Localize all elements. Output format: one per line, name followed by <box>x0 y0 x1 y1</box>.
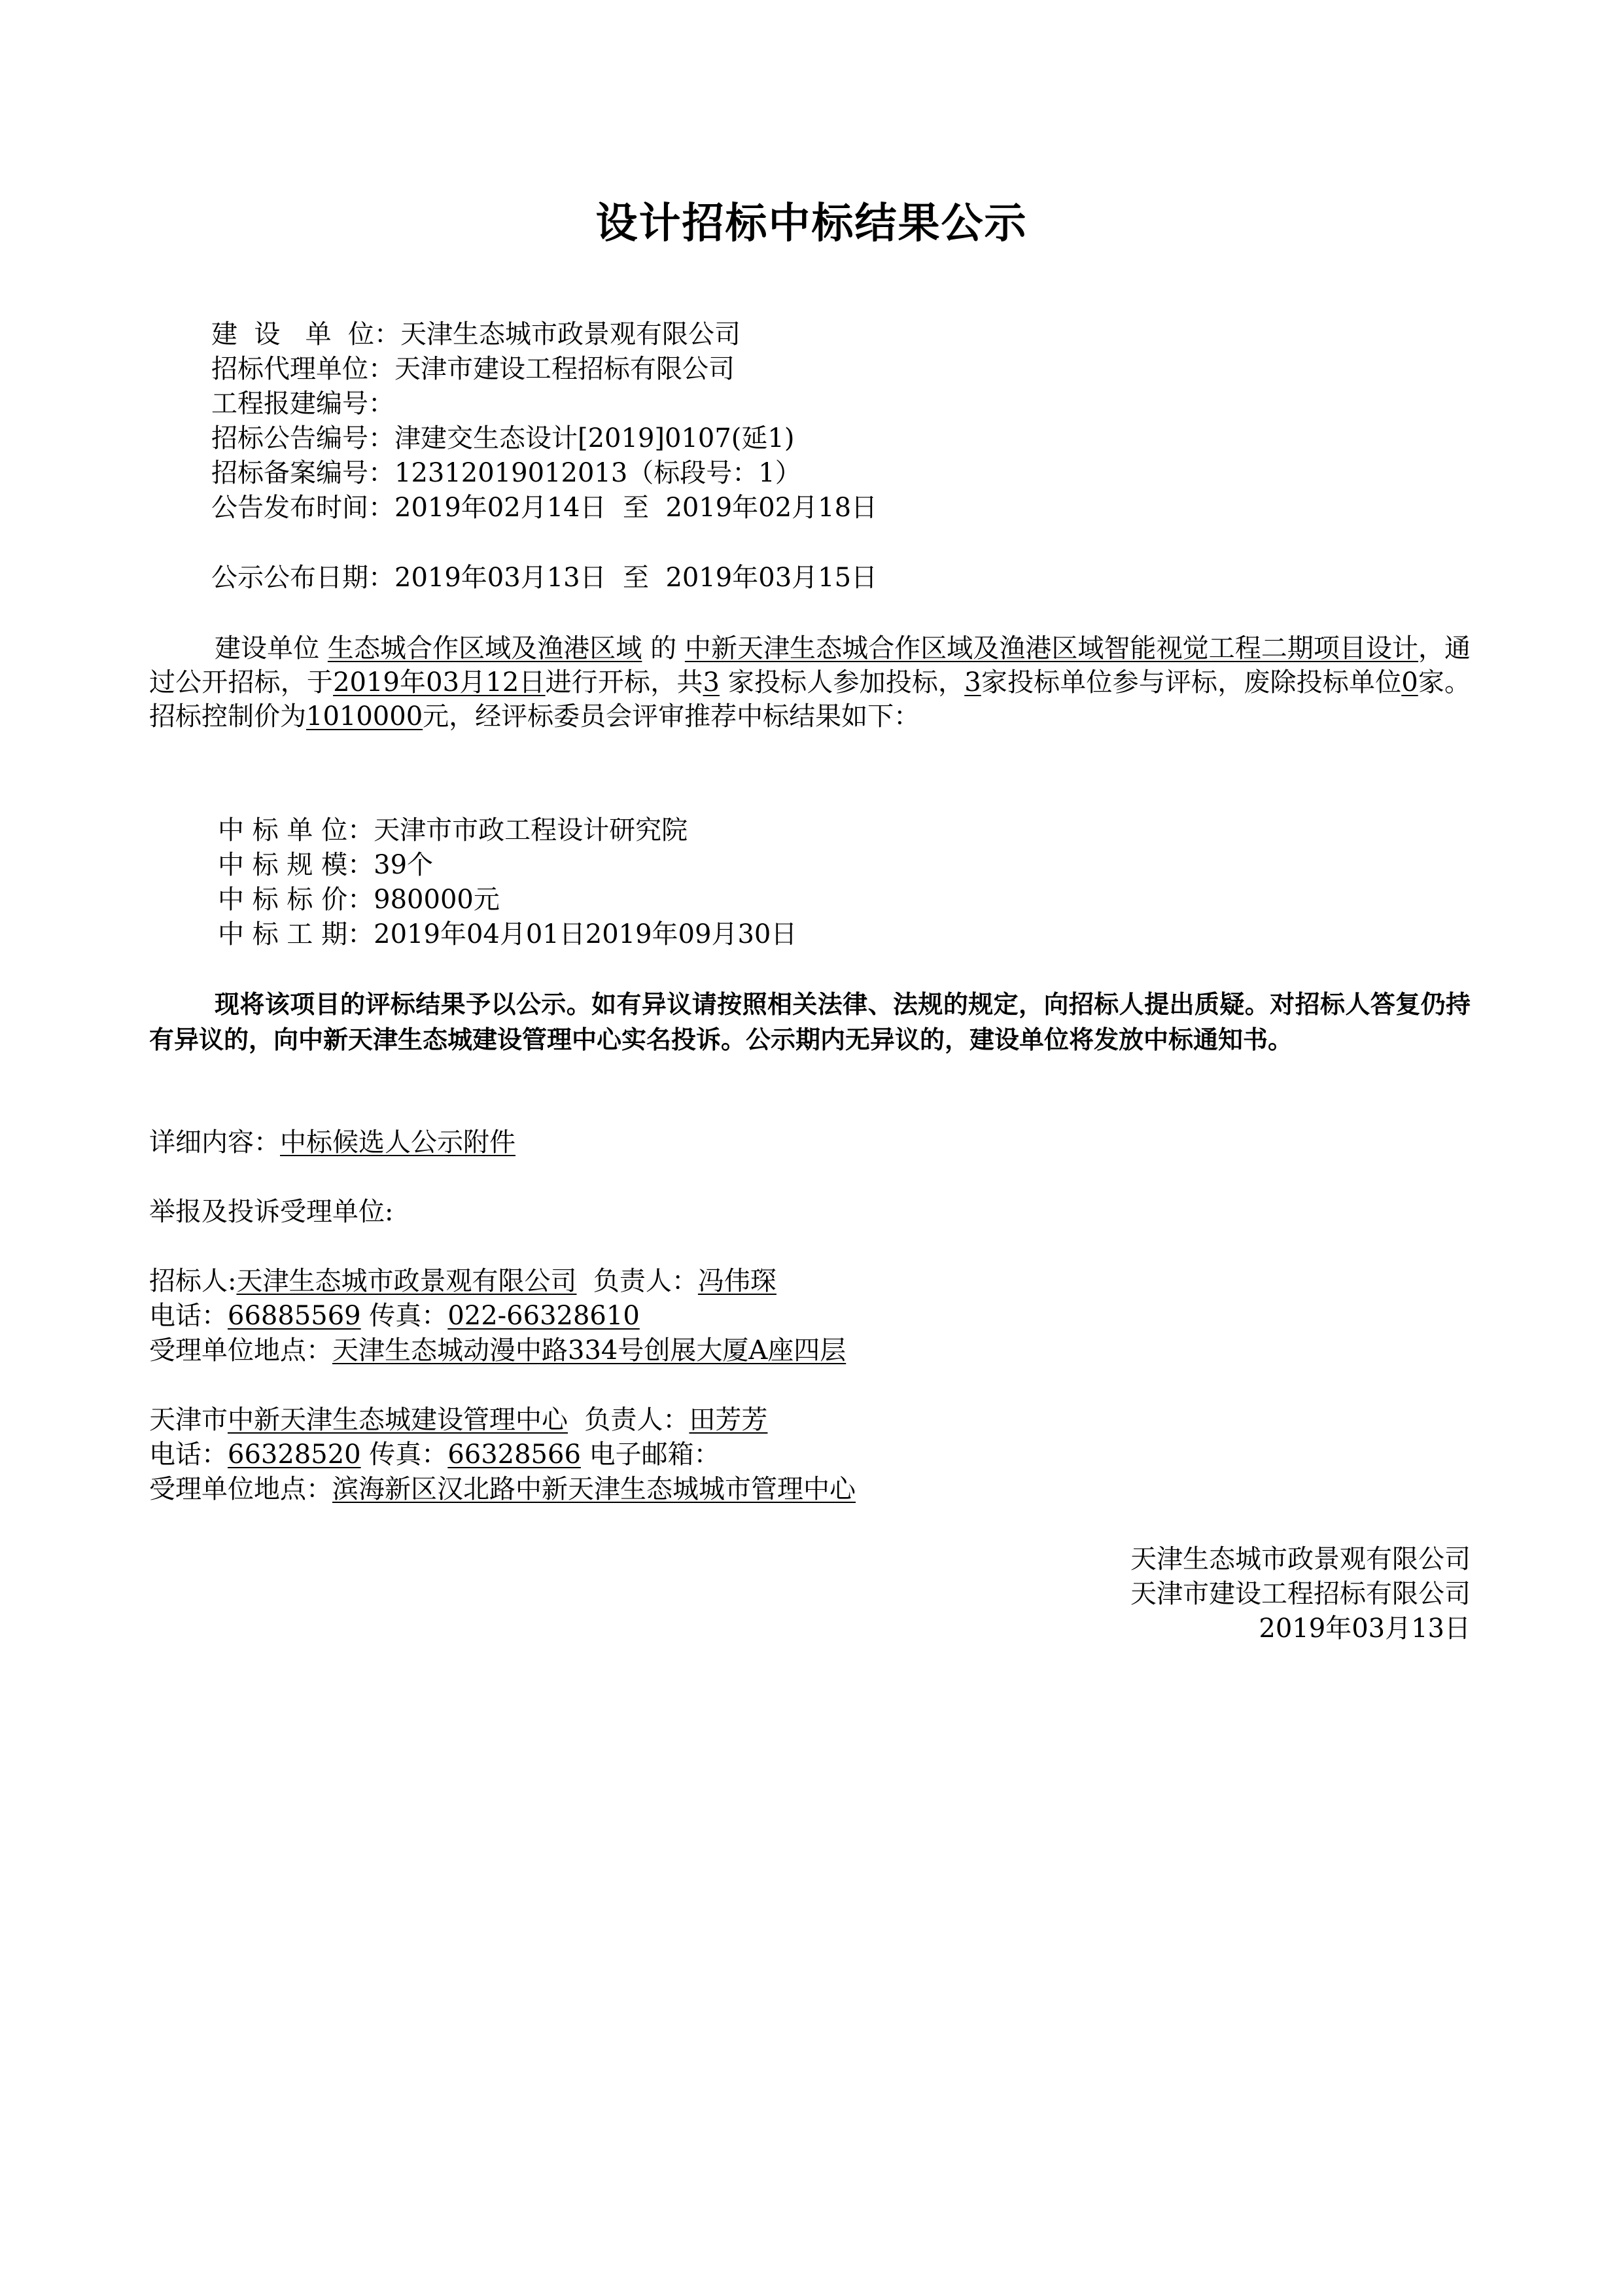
tenderer-address-label: 受理单位地点： <box>149 1335 332 1366</box>
tenderer-fax: 022-66328610 <box>447 1301 640 1331</box>
record-no-value: 12312019012013（标段号：1） <box>394 458 801 488</box>
winner-scale-value: 39个 <box>374 850 434 880</box>
publish-time-value: 2019年02月14日 至 2019年02月18日 <box>394 493 878 523</box>
detail-row <box>149 1125 515 1159</box>
announce-no-label: 招标公告编号： <box>211 423 394 453</box>
complaint-title: 举报及投诉受理单位: <box>149 1197 394 1227</box>
project-name: 中新天津生态城合作区域及渔港区域智能视觉工程二期项目设计 <box>684 633 1418 663</box>
construction-unit-value: 天津生态城市政景观有限公司 <box>400 319 741 349</box>
signature-org-1: 天津生态城市政景观有限公司 <box>1130 1544 1471 1574</box>
signature-date: 2019年03月13日 <box>1259 1614 1471 1644</box>
paragraph-text: 的 <box>642 633 685 663</box>
authority-label: 天津市 <box>149 1405 228 1435</box>
authority-address: 滨海新区汉北路中新天津生态城城市管理中心 <box>332 1474 856 1504</box>
authority-fax-label: 传真： <box>360 1439 448 1470</box>
authority-phone: 66328520 <box>228 1439 361 1470</box>
tenderer-address-row <box>149 1333 846 1368</box>
winner-period-label: 中 标 工 期： <box>218 919 374 949</box>
authority-address-row <box>149 1472 856 1506</box>
winner-unit-value: 天津市市政工程设计研究院 <box>374 815 688 845</box>
winner-scale-row <box>218 848 433 882</box>
winner-period-row <box>218 917 797 951</box>
tenderer-phone: 66885569 <box>228 1301 361 1331</box>
paragraph-text: 家投标单位参与评标，废除投标单位 <box>981 667 1402 698</box>
bidder-count: 3 <box>703 667 720 698</box>
winner-unit-label: 中 标 单 位： <box>218 815 374 845</box>
notice-date-value: 2019年03月13日 至 2019年03月15日 <box>394 563 878 593</box>
winner-price-label: 中 标 标 价： <box>218 885 374 915</box>
agent-value: 天津市建设工程招标有限公司 <box>394 354 735 384</box>
construction-unit-row <box>211 317 741 351</box>
result-paragraph <box>149 631 1471 733</box>
authority-phone-label: 电话： <box>149 1439 228 1470</box>
winner-scale-label: 中 标 规 模： <box>218 850 374 880</box>
winner-price-row <box>218 883 500 917</box>
public-notice-statement: 现将该项目的评标结果予以公示。如有异议请按照相关法律、法规的规定，向招标人提出质疑。对招标人答复仍持有异议的，向中新天津生态城建设管理中心实名投诉。公示期内无异议的，建设单位将发放中标通知书。 <box>149 990 1471 1054</box>
attachment-link[interactable]: 中标候选人公示附件 <box>280 1127 515 1157</box>
paragraph-text: ，通过公开招标，于 <box>149 633 1471 698</box>
detail-label: 详细内容： <box>149 1127 280 1157</box>
paragraph-text: 建设单位 <box>215 633 328 663</box>
record-no-label: 招标备案编号： <box>211 458 394 488</box>
authority-address-label: 受理单位地点： <box>149 1474 332 1504</box>
authority-phone-row <box>149 1438 720 1472</box>
tenderer-contact-label: 负责人： <box>576 1266 698 1296</box>
page-title: 设计招标中标结果公示 <box>595 200 1028 248</box>
tenderer-row <box>149 1264 777 1298</box>
opening-date: 2019年03月12日 <box>333 667 546 698</box>
agent-row <box>211 352 735 386</box>
winner-period-value: 2019年04月01日2019年09月30日 <box>374 919 797 949</box>
tenderer-phone-label: 电话： <box>149 1301 228 1331</box>
record-no-row <box>211 456 801 490</box>
authority-fax: 66328566 <box>447 1439 581 1470</box>
notice-date-row <box>211 561 877 595</box>
authority-contact: 田芳芳 <box>689 1405 768 1435</box>
winner-price-value: 980000元 <box>374 885 500 915</box>
tenderer-label: 招标人: <box>149 1266 237 1296</box>
tenderer-address: 天津生态城动漫中路334号创展大厦A座四层 <box>332 1335 846 1366</box>
region-link: 生态城合作区域及渔港区域 <box>327 633 642 663</box>
announce-no-row <box>211 421 794 455</box>
publish-time-label: 公告发布时间： <box>211 493 394 523</box>
notice-date-label: 公示公布日期： <box>211 563 394 593</box>
authority-row <box>149 1403 767 1437</box>
authority-contact-label: 负责人： <box>568 1405 689 1435</box>
paragraph-text: 家投标人参加投标， <box>719 667 965 698</box>
tenderer-name: 天津生态城市政景观有限公司 <box>236 1266 577 1296</box>
evaluated-count: 3 <box>964 667 981 698</box>
authority-email-label: 电子邮箱： <box>580 1439 720 1470</box>
control-price: 1010000 <box>306 701 423 732</box>
authority-name: 中新天津生态城建设管理中心 <box>228 1405 568 1435</box>
tenderer-phone-row <box>149 1299 640 1333</box>
tenderer-fax-label: 传真： <box>360 1301 448 1331</box>
announce-no-value: 津建交生态设计[2019]0107(延1) <box>394 423 795 453</box>
report-no-label: 工程报建编号： <box>211 389 394 419</box>
rejected-count: 0 <box>1401 667 1418 698</box>
construction-unit-label: 建 设 单 位： <box>211 319 401 349</box>
publish-time-row <box>211 491 877 525</box>
signature-org-2: 天津市建设工程招标有限公司 <box>1130 1579 1471 1609</box>
tenderer-contact: 冯伟琛 <box>697 1266 777 1296</box>
paragraph-text: 进行开标，共 <box>545 667 703 698</box>
paragraph-text: 家。招标控制价为 <box>149 667 1471 732</box>
winner-unit-row <box>218 813 688 847</box>
agent-label: 招标代理单位： <box>211 354 394 384</box>
paragraph-text: 元，经评标委员会评审推荐中标结果如下： <box>423 701 920 732</box>
report-no-row <box>211 387 394 421</box>
